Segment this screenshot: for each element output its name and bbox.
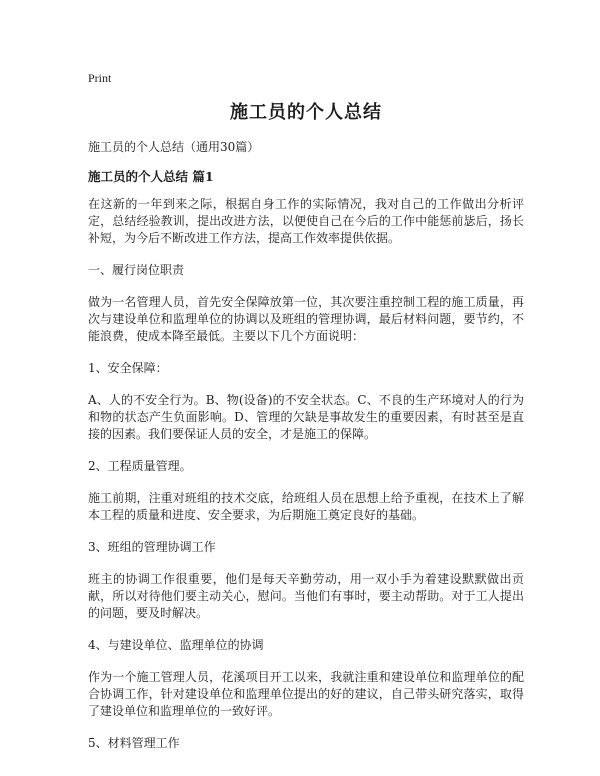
team-paragraph: 班主的协调工作很重要，他们是每天辛勤劳动，用一双小手为着建设默默做出贡献，所以对待他们要主动关心，慰问。当他们有事时，要主动帮助。对于工人提出的问题，要及时解决。 [88,572,524,620]
heading-coordination: 4、与建设单位、监理单位的协调 [88,638,264,652]
heading-materials: 5、材料管理工作 [88,736,180,750]
coordination-paragraph: 作为一个施工管理人员，花溪项目开工以来，我就注重和建设单位和监理单位的配合协调工作，针对建设单位和监理单位提出的好的建议，自己带头研究落实，取得了建设单位和监理单位的一致好评。 [88,670,524,718]
section-heading: 施工员的个人总结 篇1 [88,169,214,184]
heading-duties: 一、履行岗位职责 [88,263,185,277]
document-subtitle: 施工员的个人总结（通用30篇） [88,140,260,154]
document-title: 施工员的个人总结 [230,102,382,123]
heading-quality: 2、工程质量管理。 [88,459,192,473]
intro-paragraph: 在这新的一年到来之际，根据自身工作的实际情况，我对自己的工作做出分析评定，总结经验教训，提出改进方法，以便使自己在今后的工作中能惩前毖后，扬长补短，为今后不断改进工作方法，提高工作效率提供依据。 [88,197,524,245]
document-page [88,70,524,767]
heading-team: 3、班组的管理协调工作 [88,540,216,554]
quality-paragraph: 施工前期，注重对班组的技术交底，给班组人员在思想上给予重视，在技术上了解本工程的质量和进度、安全要求，为后期施工奠定良好的基础。 [88,491,524,522]
print-label: Print [88,71,112,85]
safety-paragraph: A、人的不安全行为。B、物(设备)的不安全状态。C、不良的生产环境对人的行为和物的状态产生负面影响。D、管理的欠缺是事故发生的重要因素，有时甚至是直接的因素。我们要保证人员的安全，才是施工的保障。 [88,393,524,441]
duties-paragraph: 做为一名管理人员，首先安全保障放第一位，其次要注重控制工程的施工质量，再次与建设单位和监理单位的协调以及班组的管理协调，最后材料问题，要节约，不能浪费，使成本降至最低。主要以下几个方面说明： [88,295,524,343]
heading-safety: 1、安全保障： [88,361,168,375]
